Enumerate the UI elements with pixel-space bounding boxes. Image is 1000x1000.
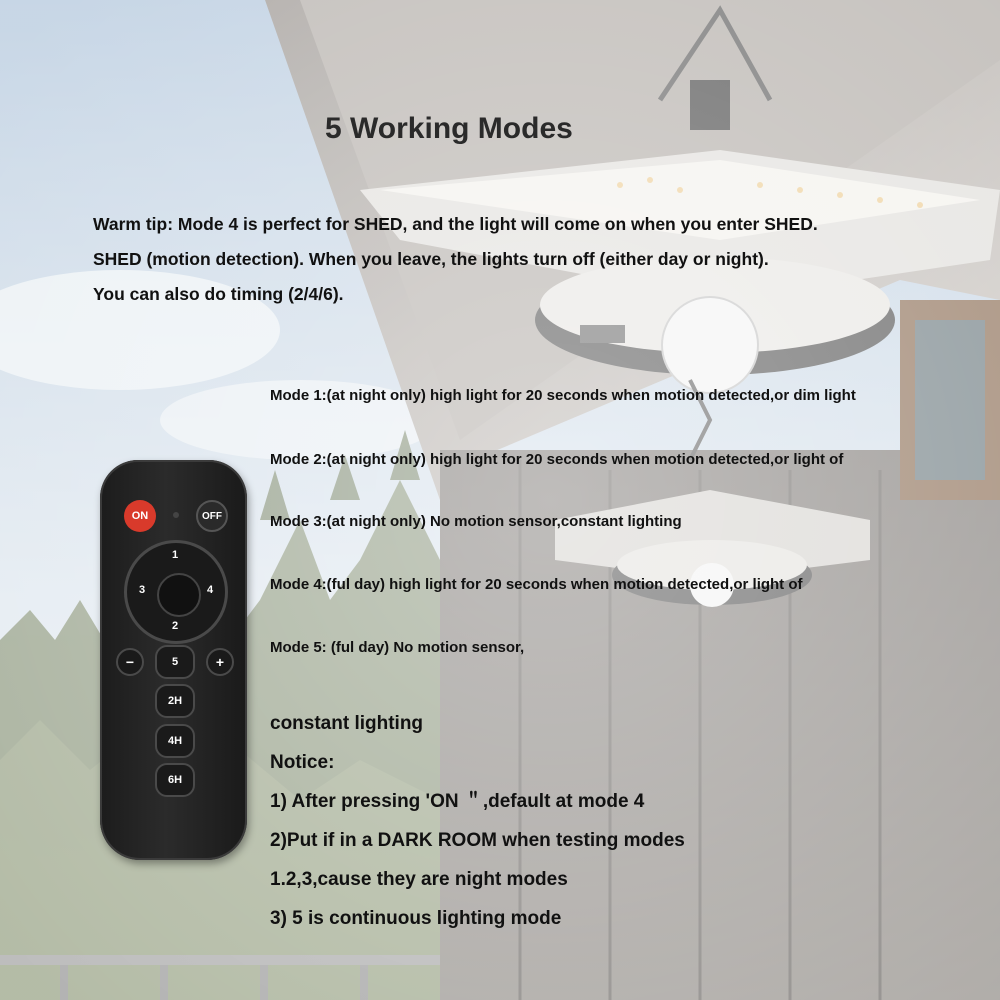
mode-1-key[interactable]: 1 — [172, 549, 179, 561]
notice-line: 2)Put if in a DARK ROOM when testing modes — [270, 830, 685, 851]
timer-2h-button[interactable]: 2H — [155, 684, 195, 718]
remote-control — [100, 460, 247, 860]
mode-2-key[interactable]: 2 — [172, 620, 179, 632]
indicator-led — [173, 512, 179, 518]
notice-heading: Notice: — [270, 752, 335, 773]
timer-4h-button[interactable]: 4H — [155, 724, 195, 758]
mode-4-key[interactable]: 4 — [207, 584, 214, 596]
mode-5-text: Mode 5: (ful day) No motion sensor, — [270, 639, 525, 656]
mode-5-button[interactable]: 5 — [155, 645, 195, 679]
notice-line: 1) After pressing 'ON ＂,default at mode 4 — [270, 791, 645, 812]
off-button[interactable]: OFF — [196, 500, 228, 532]
warm-tip-line: SHED (motion detection). When you leave, the lights turn off (either day or night). — [93, 249, 769, 269]
warm-tip-line: Warm tip: Mode 4 is perfect for SHED, and the light will come on when you enter SHED. — [93, 214, 818, 234]
notice-line: 1.2,3,cause they are night modes — [270, 869, 568, 890]
on-button[interactable]: ON — [124, 500, 156, 532]
minus-button[interactable]: − — [116, 648, 144, 676]
notice-block — [270, 704, 685, 938]
mode-dial[interactable] — [124, 540, 228, 644]
mode-3-text: Mode 3:(at night only) No motion sensor,constant lighting — [270, 513, 682, 530]
notice-line: constant lighting — [270, 713, 424, 734]
mode-2-text: Mode 2:(at night only) high light for 20 seconds when motion detected,or light of — [270, 451, 844, 468]
plus-button[interactable]: + — [206, 648, 234, 676]
mode-3-key[interactable]: 3 — [139, 584, 146, 596]
timer-6h-button[interactable]: 6H — [155, 763, 195, 797]
notice-line: 3) 5 is continuous lighting mode — [270, 908, 562, 929]
warm-tip-line: You can also do timing (2/4/6). — [93, 284, 344, 304]
page-title: 5 Working Modes — [325, 112, 573, 145]
warm-tip — [93, 207, 973, 312]
center-button[interactable] — [157, 573, 201, 617]
mode-4-text: Mode 4:(ful day) high light for 20 seconds when motion detected,or light of — [270, 576, 803, 593]
mode-1-text: Mode 1:(at night only) high light for 20 seconds when motion detected,or dim light — [270, 387, 856, 404]
